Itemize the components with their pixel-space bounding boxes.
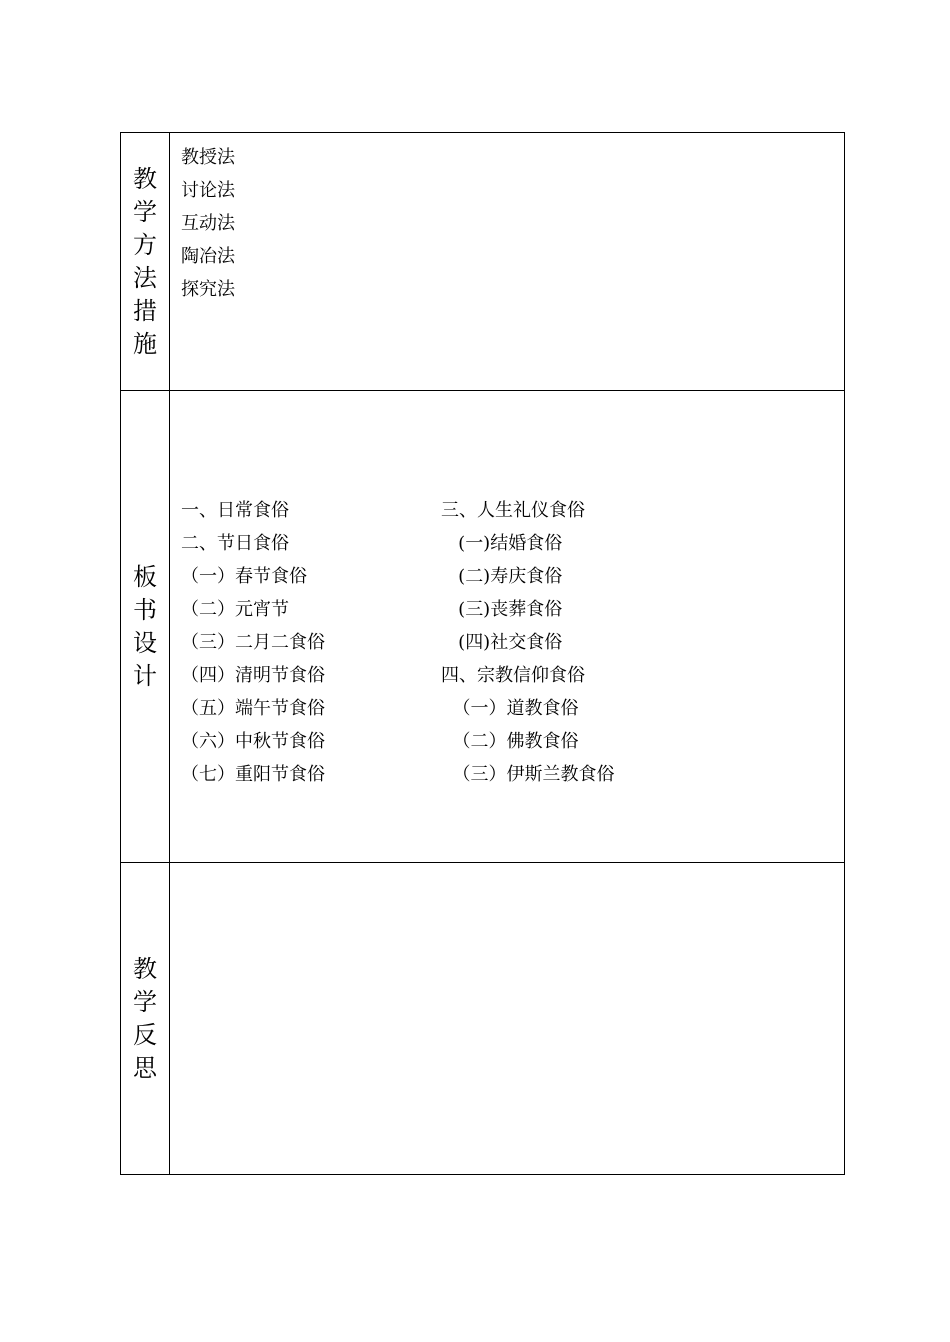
board-item: (四)社交食俗 [441,632,563,653]
teaching-reflection-label [133,953,157,1085]
label-char: 方 [133,230,157,259]
board-design-row [121,391,844,863]
teaching-methods-label [133,163,157,361]
label-char: 教 [133,954,157,983]
label-char: 法 [133,263,157,292]
board-item: （三）二月二食俗 [181,632,325,653]
board-design-content [170,391,844,862]
label-char: 施 [133,329,157,358]
label-char: 学 [133,197,157,226]
teaching-reflection-label-cell [121,863,170,1174]
label-char: 计 [133,661,157,690]
method-item: 互动法 [181,213,235,234]
teaching-methods-row [121,133,844,391]
label-char: 反 [133,1020,157,1049]
methods-list [181,141,235,306]
label-char: 板 [133,562,157,591]
label-char: 设 [133,628,157,657]
method-item: 讨论法 [181,180,235,201]
board-item: （一）道教食俗 [441,698,579,719]
board-item: （三）伊斯兰教食俗 [441,764,615,785]
board-item: （六）中秋节食俗 [181,731,325,752]
board-item: （二）元宵节 [181,599,289,620]
board-item: （一）春节食俗 [181,566,307,587]
teaching-methods-content [170,133,844,390]
board-item: （五）端午节食俗 [181,698,325,719]
method-item: 教授法 [181,147,235,168]
board-item: 三、人生礼仪食俗 [441,500,585,521]
method-item: 探究法 [181,279,235,300]
method-item: 陶冶法 [181,246,235,267]
board-item: 二、节日食俗 [181,533,289,554]
board-item: (二)寿庆食俗 [441,566,563,587]
label-char: 教 [133,164,157,193]
board-item: (三)丧葬食俗 [441,599,563,620]
board-design-label [133,561,157,693]
lesson-plan-table [120,132,845,1175]
teaching-methods-label-cell [121,133,170,390]
board-item: 四、宗教信仰食俗 [441,665,585,686]
board-item: (一)结婚食俗 [441,533,563,554]
board-left-column [181,494,325,791]
teaching-reflection-content [170,863,844,1174]
teaching-reflection-row [121,863,844,1174]
label-char: 学 [133,987,157,1016]
board-design-label-cell [121,391,170,862]
board-item: （二）佛教食俗 [441,731,579,752]
board-item: （四）清明节食俗 [181,665,325,686]
board-right-column [441,494,614,791]
board-item: （七）重阳节食俗 [181,764,325,785]
label-char: 书 [133,595,157,624]
label-char: 措 [133,296,157,325]
label-char: 思 [133,1053,157,1082]
board-item: 一、日常食俗 [181,500,289,521]
